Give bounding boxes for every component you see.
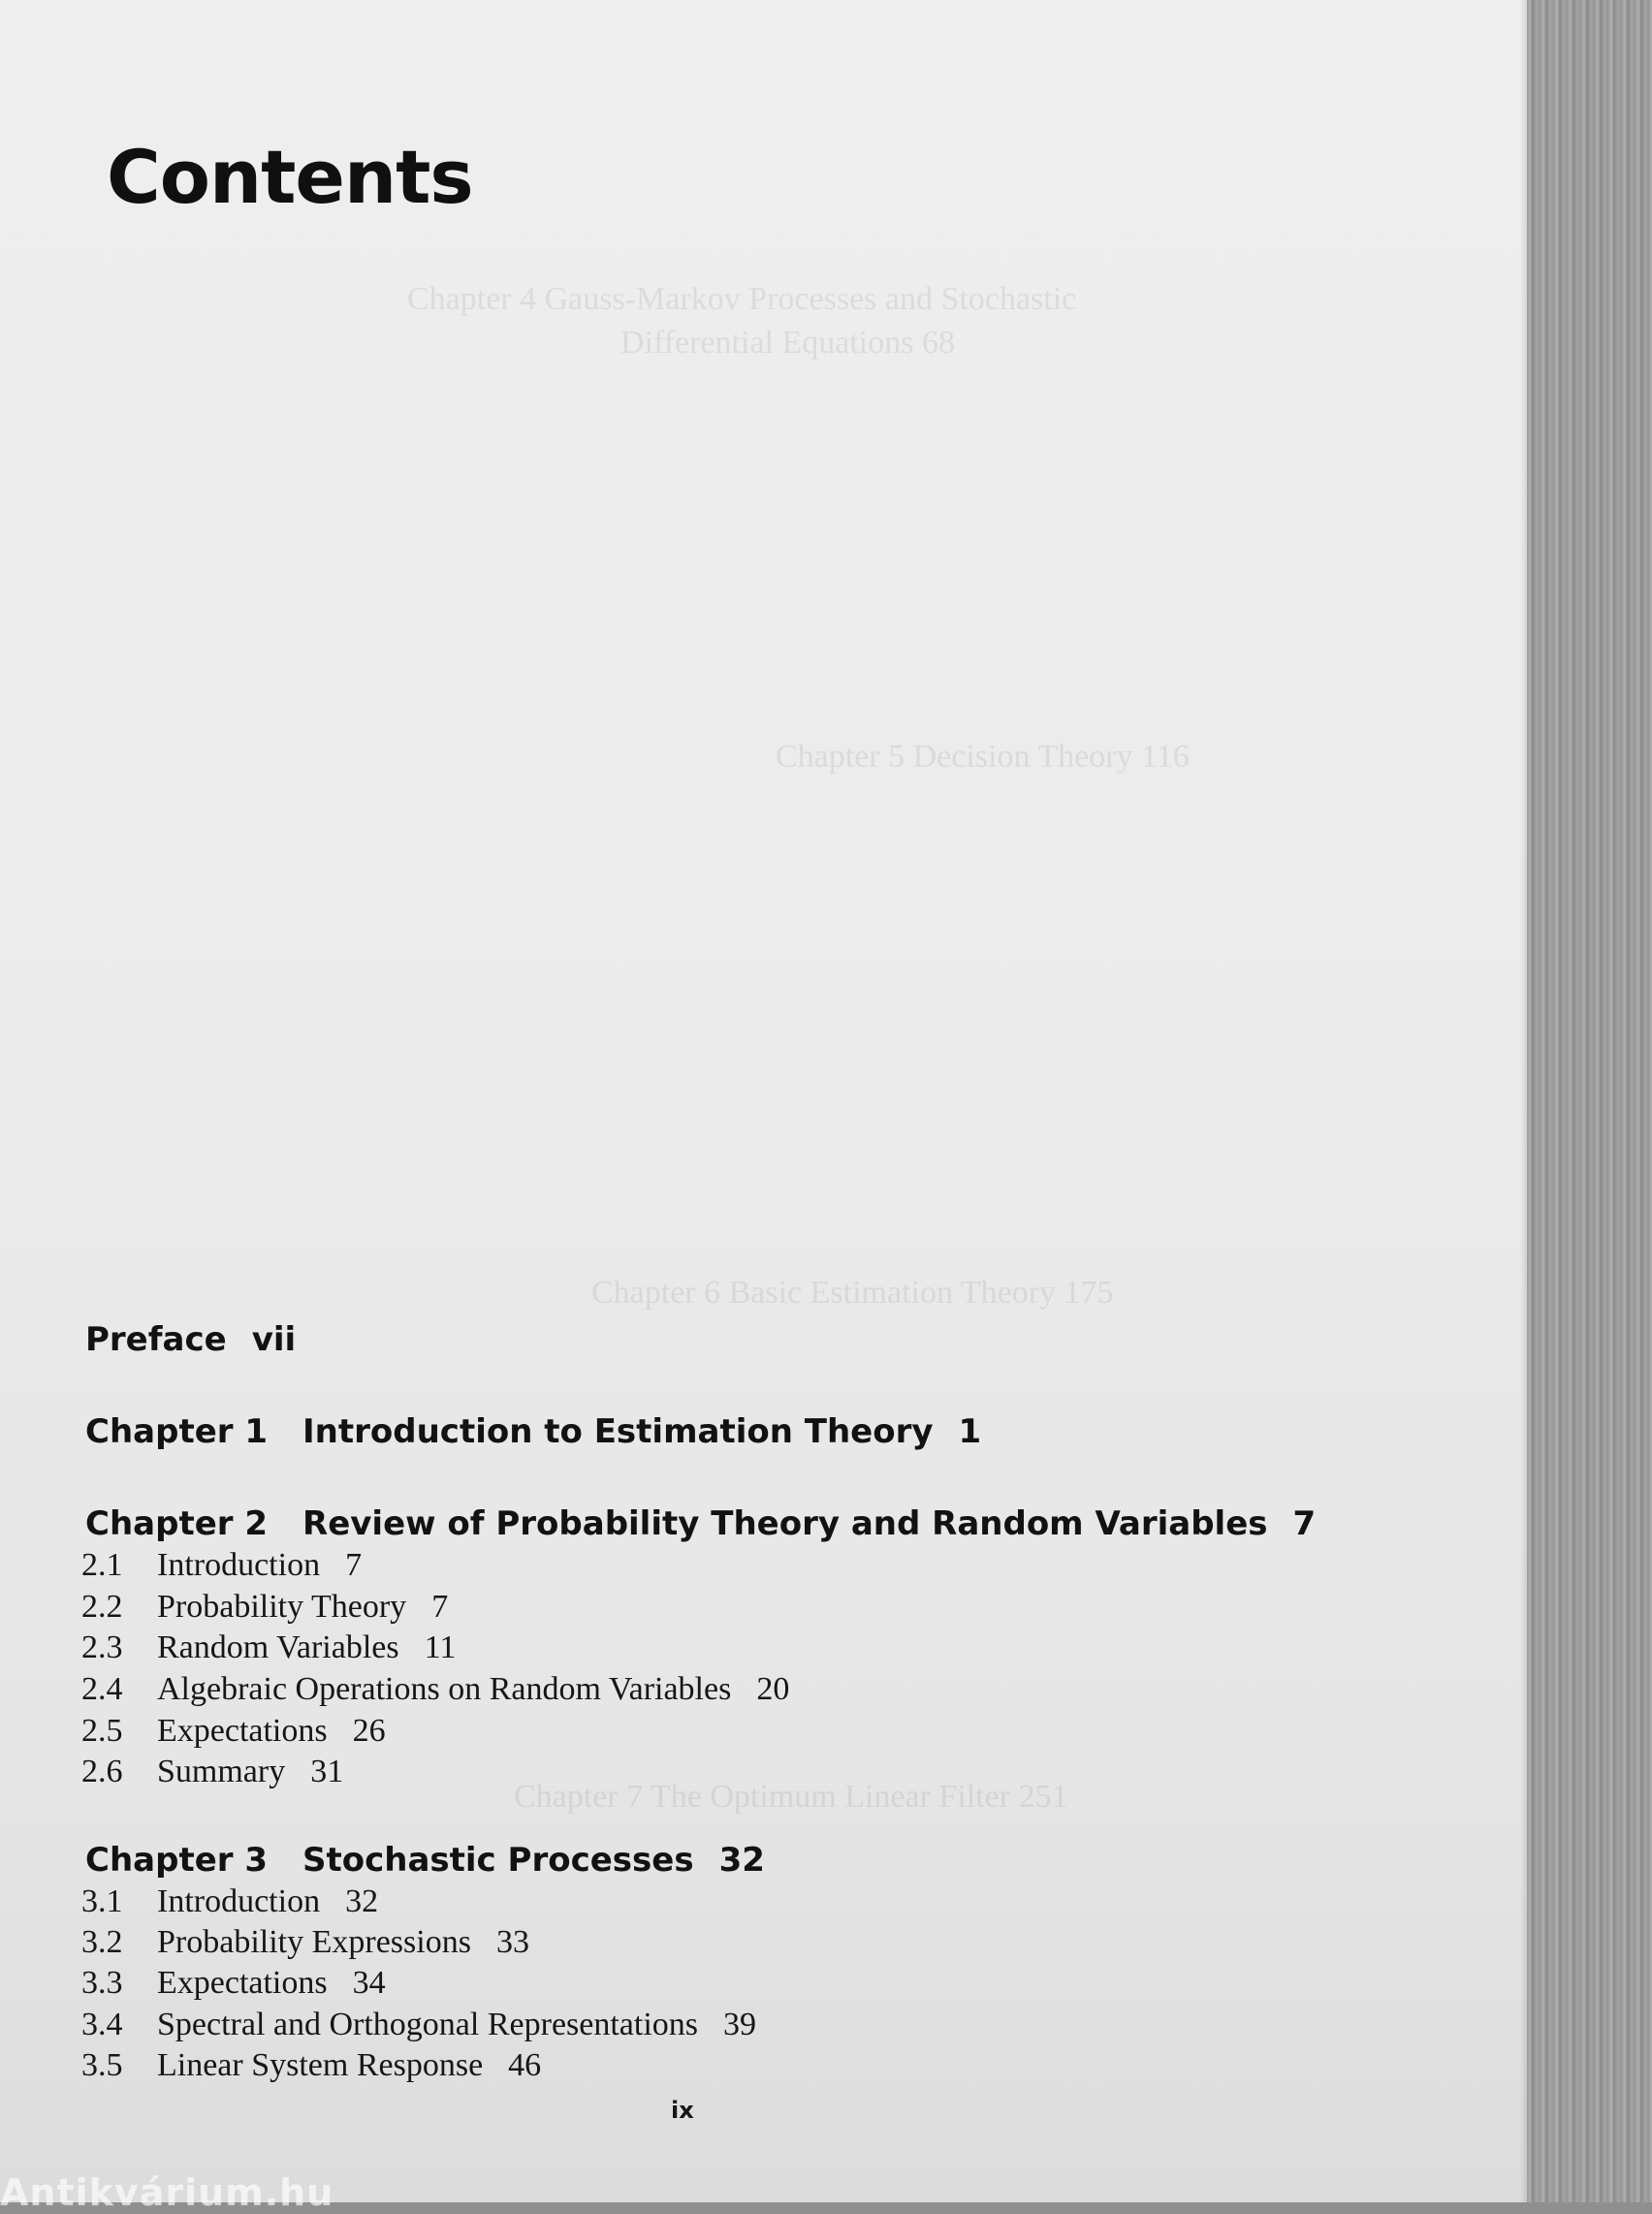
section-page: 34 xyxy=(352,1965,386,2001)
section-number: 2.3 xyxy=(81,1629,123,1665)
section-page: 20 xyxy=(756,1671,790,1707)
section-title: Probability Expressions xyxy=(157,1924,471,1960)
section-entry xyxy=(81,1589,448,1626)
section-page: 7 xyxy=(431,1589,449,1625)
preface-heading xyxy=(85,1320,296,1359)
show-through-text: Chapter 6 Basic Estimation Theory 175 xyxy=(591,1275,1114,1311)
chapter-label: Chapter 1 xyxy=(85,1412,269,1451)
show-through-text: Chapter 7 The Optimum Linear Filter 251 xyxy=(514,1779,1068,1815)
section-number: 3.2 xyxy=(81,1924,123,1960)
preface-label: Preface xyxy=(85,1320,227,1359)
chapter-page: 1 xyxy=(958,1412,982,1451)
chapter-title: Review of Probability Theory and Random Variables xyxy=(302,1504,1268,1543)
section-page: 31 xyxy=(310,1754,344,1789)
section-entry xyxy=(81,1883,378,1920)
show-through-text: Chapter 4 Gauss-Markov Processes and Stochastic xyxy=(407,281,1077,317)
show-through-text: Differential Equations 68 xyxy=(620,325,955,361)
chapter-heading xyxy=(85,1841,765,1880)
section-page: 46 xyxy=(508,2047,542,2083)
section-entry xyxy=(81,1547,362,1584)
section-title: Linear System Response xyxy=(157,2047,484,2083)
section-entry xyxy=(81,1965,386,2002)
page-title: Contents xyxy=(107,134,473,220)
section-entry xyxy=(81,2007,756,2043)
section-entry xyxy=(81,1713,386,1750)
section-entry xyxy=(81,1671,789,1708)
section-title: Expectations xyxy=(157,1713,328,1749)
section-page: 33 xyxy=(495,1924,529,1960)
section-number: 2.2 xyxy=(81,1589,123,1625)
book-edge xyxy=(1527,0,1652,2202)
section-entry xyxy=(81,1754,343,1790)
section-title: Expectations xyxy=(157,1965,328,2001)
chapter-label: Chapter 3 xyxy=(85,1841,269,1880)
chapter-page: 32 xyxy=(718,1841,765,1880)
section-entry xyxy=(81,1924,529,1961)
section-number: 3.1 xyxy=(81,1883,123,1919)
section-number: 2.6 xyxy=(81,1754,123,1789)
section-number: 2.4 xyxy=(81,1671,123,1707)
section-page: 39 xyxy=(723,2007,757,2042)
section-title: Random Variables xyxy=(157,1629,399,1665)
show-through-text: Chapter 5 Decision Theory 116 xyxy=(776,739,1190,775)
page-number: ix xyxy=(671,2097,694,2124)
chapter-heading xyxy=(85,1504,1316,1543)
section-page: 32 xyxy=(345,1883,379,1919)
section-number: 3.5 xyxy=(81,2047,123,2083)
chapter-page: 7 xyxy=(1292,1504,1317,1543)
chapter-title: Introduction to Estimation Theory xyxy=(302,1412,934,1451)
section-number: 2.1 xyxy=(81,1547,123,1583)
section-number: 3.3 xyxy=(81,1965,123,2001)
section-page: 26 xyxy=(352,1713,386,1749)
section-page: 7 xyxy=(345,1547,363,1583)
section-number: 3.4 xyxy=(81,2007,123,2042)
section-title: Algebraic Operations on Random Variables xyxy=(157,1671,732,1707)
watermark: Antikvárium.hu xyxy=(0,2171,334,2214)
preface-page: vii xyxy=(251,1320,297,1359)
section-title: Probability Theory xyxy=(157,1589,407,1625)
section-title: Introduction xyxy=(157,1547,321,1583)
section-title: Summary xyxy=(157,1754,286,1789)
section-entry xyxy=(81,2047,541,2084)
section-number: 2.5 xyxy=(81,1713,123,1749)
section-entry xyxy=(81,1629,456,1666)
section-page: 11 xyxy=(424,1629,457,1665)
chapter-title: Stochastic Processes xyxy=(302,1841,694,1880)
chapter-heading xyxy=(85,1412,981,1451)
chapter-label: Chapter 2 xyxy=(85,1504,269,1543)
section-title: Introduction xyxy=(157,1883,321,1919)
section-title: Spectral and Orthogonal Representations xyxy=(157,2007,699,2042)
